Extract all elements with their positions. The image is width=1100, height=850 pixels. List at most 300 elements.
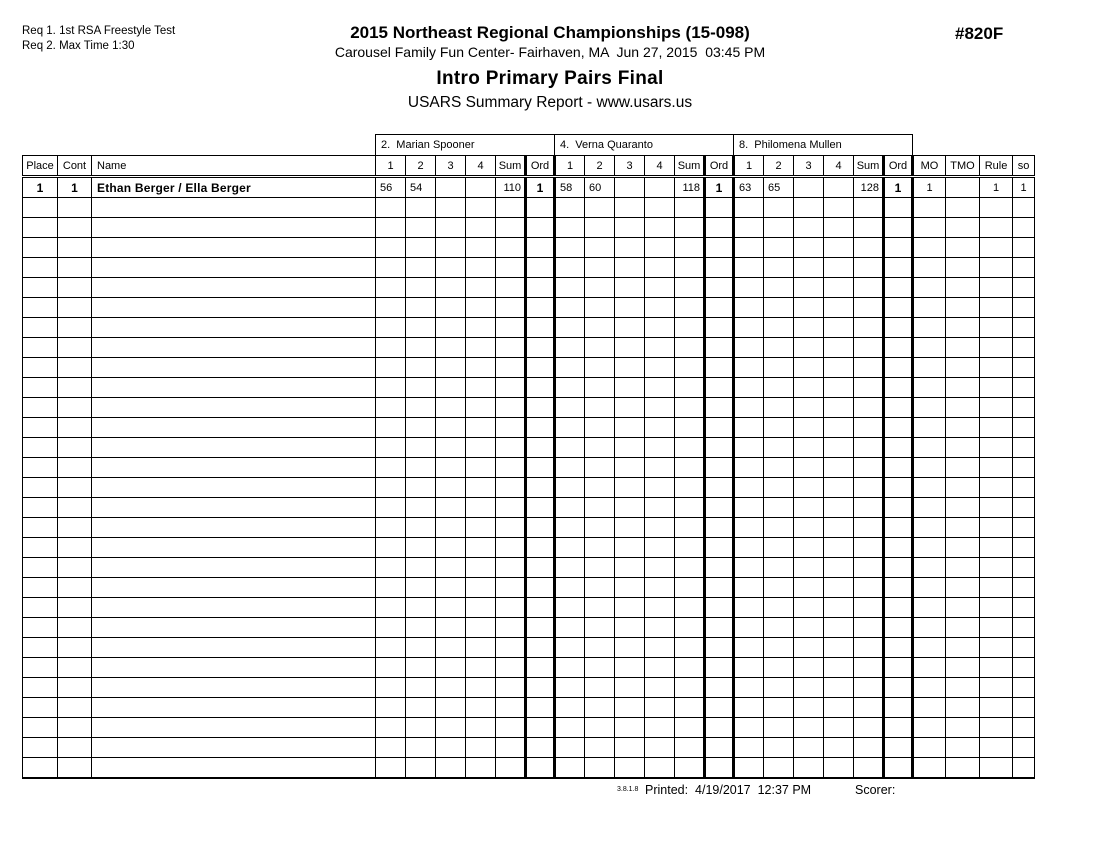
so-cell: 1 bbox=[1013, 177, 1035, 198]
empty-cell bbox=[645, 198, 675, 218]
empty-cell bbox=[884, 678, 913, 698]
empty-cell bbox=[734, 758, 764, 779]
empty-cell bbox=[913, 758, 946, 779]
empty-cell bbox=[946, 618, 980, 638]
empty-cell bbox=[526, 358, 555, 378]
empty-cell bbox=[496, 538, 526, 558]
empty-cell bbox=[23, 258, 58, 278]
empty-cell bbox=[1013, 418, 1035, 438]
empty-cell bbox=[585, 278, 615, 298]
empty-cell bbox=[946, 458, 980, 478]
empty-cell bbox=[980, 758, 1013, 779]
empty-cell bbox=[496, 218, 526, 238]
empty-cell bbox=[23, 478, 58, 498]
col-header-judge3-3: 3 bbox=[794, 156, 824, 177]
empty-cell bbox=[496, 418, 526, 438]
empty-cell bbox=[794, 418, 824, 438]
empty-cell bbox=[705, 218, 734, 238]
empty-cell bbox=[854, 238, 884, 258]
empty-cell bbox=[980, 218, 1013, 238]
empty-cell bbox=[436, 378, 466, 398]
empty-cell bbox=[496, 658, 526, 678]
empty-cell bbox=[854, 418, 884, 438]
empty-cell bbox=[675, 598, 705, 618]
empty-cell bbox=[526, 498, 555, 518]
empty-cell bbox=[23, 578, 58, 598]
empty-cell bbox=[645, 278, 675, 298]
empty-cell bbox=[824, 318, 854, 338]
empty-cell bbox=[764, 338, 794, 358]
empty-cell bbox=[526, 278, 555, 298]
empty-cell bbox=[406, 458, 436, 478]
empty-cell bbox=[764, 538, 794, 558]
empty-cell bbox=[92, 218, 376, 238]
empty-cell bbox=[615, 258, 645, 278]
empty-cell bbox=[526, 638, 555, 658]
empty-cell bbox=[496, 318, 526, 338]
printed-timestamp: Printed: 4/19/2017 12:37 PM bbox=[645, 783, 812, 797]
empty-cell bbox=[884, 398, 913, 418]
empty-cell bbox=[436, 538, 466, 558]
empty-cell bbox=[705, 318, 734, 338]
col-header-name: Name bbox=[92, 156, 376, 177]
empty-cell bbox=[854, 358, 884, 378]
empty-cell bbox=[980, 618, 1013, 638]
empty-cell bbox=[884, 478, 913, 498]
empty-cell bbox=[585, 718, 615, 738]
empty-cell bbox=[376, 318, 406, 338]
empty-cell bbox=[645, 758, 675, 779]
empty-cell bbox=[555, 618, 585, 638]
empty-cell bbox=[466, 278, 496, 298]
empty-cell bbox=[734, 478, 764, 498]
empty-cell bbox=[794, 258, 824, 278]
empty-cell bbox=[406, 498, 436, 518]
empty-cell bbox=[526, 258, 555, 278]
empty-cell bbox=[1013, 398, 1035, 418]
empty-cell bbox=[526, 198, 555, 218]
empty-cell bbox=[526, 678, 555, 698]
empty-cell bbox=[615, 378, 645, 398]
empty-cell bbox=[58, 338, 92, 358]
empty-cell bbox=[436, 638, 466, 658]
empty-cell bbox=[376, 698, 406, 718]
empty-cell bbox=[526, 658, 555, 678]
empty-cell bbox=[854, 258, 884, 278]
empty-cell bbox=[884, 218, 913, 238]
empty-cell bbox=[23, 318, 58, 338]
empty-cell bbox=[824, 498, 854, 518]
empty-cell bbox=[58, 738, 92, 758]
empty-cell bbox=[496, 258, 526, 278]
col-header-judge2-1: 1 bbox=[555, 156, 585, 177]
empty-cell bbox=[585, 438, 615, 458]
empty-cell bbox=[913, 338, 946, 358]
empty-cell bbox=[794, 738, 824, 758]
empty-cell bbox=[946, 278, 980, 298]
col-header-judge3-sum: Sum bbox=[854, 156, 884, 177]
empty-cell bbox=[764, 198, 794, 218]
empty-cell bbox=[406, 518, 436, 538]
empty-cell bbox=[1013, 278, 1035, 298]
empty-cell bbox=[615, 338, 645, 358]
empty-cell bbox=[92, 618, 376, 638]
empty-cell bbox=[92, 578, 376, 598]
empty-cell bbox=[764, 298, 794, 318]
empty-cell bbox=[555, 538, 585, 558]
col-header-judge3-2: 2 bbox=[764, 156, 794, 177]
empty-cell bbox=[884, 638, 913, 658]
empty-cell bbox=[645, 458, 675, 478]
empty-cell bbox=[824, 218, 854, 238]
empty-cell bbox=[58, 718, 92, 738]
empty-cell bbox=[496, 618, 526, 638]
empty-cell bbox=[645, 718, 675, 738]
empty-cell bbox=[764, 678, 794, 698]
empty-cell bbox=[764, 498, 794, 518]
empty-cell bbox=[376, 398, 406, 418]
empty-cell bbox=[23, 518, 58, 538]
empty-cell bbox=[913, 438, 946, 458]
empty-cell bbox=[526, 218, 555, 238]
empty-cell bbox=[92, 698, 376, 718]
empty-cell bbox=[734, 498, 764, 518]
empty-cell bbox=[376, 278, 406, 298]
empty-cell bbox=[824, 298, 854, 318]
empty-cell bbox=[645, 378, 675, 398]
empty-cell bbox=[526, 338, 555, 358]
empty-cell bbox=[615, 678, 645, 698]
empty-cell bbox=[794, 318, 824, 338]
empty-cell bbox=[913, 738, 946, 758]
empty-cell bbox=[376, 378, 406, 398]
empty-cell bbox=[645, 518, 675, 538]
score-cell bbox=[794, 177, 824, 198]
empty-cell bbox=[675, 378, 705, 398]
empty-cell bbox=[406, 578, 436, 598]
empty-cell bbox=[526, 438, 555, 458]
empty-cell bbox=[913, 498, 946, 518]
empty-cell bbox=[824, 438, 854, 458]
empty-cell bbox=[645, 218, 675, 238]
empty-cell bbox=[406, 258, 436, 278]
empty-cell bbox=[734, 558, 764, 578]
empty-cell bbox=[406, 718, 436, 738]
empty-cell bbox=[58, 498, 92, 518]
empty-cell bbox=[92, 638, 376, 658]
empty-cell bbox=[946, 598, 980, 618]
empty-cell bbox=[764, 438, 794, 458]
empty-cell bbox=[705, 338, 734, 358]
empty-cell bbox=[466, 738, 496, 758]
empty-cell bbox=[645, 398, 675, 418]
empty-cell bbox=[734, 598, 764, 618]
empty-cell bbox=[92, 678, 376, 698]
empty-cell bbox=[884, 318, 913, 338]
col-header-mo: MO bbox=[913, 156, 946, 177]
empty-cell bbox=[946, 558, 980, 578]
empty-cell bbox=[854, 438, 884, 458]
empty-cell bbox=[854, 538, 884, 558]
empty-cell bbox=[645, 238, 675, 258]
empty-cell bbox=[376, 478, 406, 498]
empty-cell bbox=[946, 758, 980, 779]
empty-cell bbox=[764, 698, 794, 718]
tmo-cell bbox=[946, 177, 980, 198]
empty-cell bbox=[913, 298, 946, 318]
empty-cell bbox=[58, 358, 92, 378]
score-cell: 60 bbox=[585, 177, 615, 198]
empty-cell bbox=[92, 338, 376, 358]
empty-cell bbox=[705, 378, 734, 398]
empty-cell bbox=[734, 698, 764, 718]
empty-cell bbox=[764, 478, 794, 498]
empty-cell bbox=[436, 338, 466, 358]
empty-cell bbox=[436, 438, 466, 458]
empty-cell bbox=[913, 418, 946, 438]
empty-cell bbox=[946, 518, 980, 538]
empty-cell bbox=[980, 738, 1013, 758]
empty-cell bbox=[376, 498, 406, 518]
empty-cell bbox=[675, 518, 705, 538]
empty-cell bbox=[58, 658, 92, 678]
empty-cell bbox=[406, 538, 436, 558]
empty-cell bbox=[92, 758, 376, 779]
empty-cell bbox=[585, 598, 615, 618]
judge-header: 4. Verna Quaranto bbox=[555, 135, 734, 156]
empty-cell bbox=[615, 358, 645, 378]
empty-cell bbox=[824, 678, 854, 698]
empty-cell bbox=[58, 278, 92, 298]
empty-cell bbox=[946, 438, 980, 458]
empty-cell bbox=[824, 278, 854, 298]
empty-cell bbox=[854, 198, 884, 218]
empty-cell bbox=[92, 478, 376, 498]
empty-cell bbox=[794, 518, 824, 538]
empty-cell bbox=[824, 578, 854, 598]
empty-cell bbox=[854, 638, 884, 658]
empty-cell bbox=[675, 438, 705, 458]
empty-cell bbox=[980, 258, 1013, 278]
empty-cell bbox=[615, 718, 645, 738]
empty-cell bbox=[705, 498, 734, 518]
empty-cell bbox=[705, 358, 734, 378]
empty-cell bbox=[526, 538, 555, 558]
empty-cell bbox=[675, 498, 705, 518]
empty-cell bbox=[824, 618, 854, 638]
empty-cell bbox=[794, 238, 824, 258]
empty-cell bbox=[884, 378, 913, 398]
empty-cell bbox=[615, 398, 645, 418]
empty-cell bbox=[376, 298, 406, 318]
empty-cell bbox=[980, 418, 1013, 438]
empty-cell bbox=[496, 478, 526, 498]
col-header-so: so bbox=[1013, 156, 1035, 177]
empty-cell bbox=[675, 578, 705, 598]
empty-cell bbox=[406, 338, 436, 358]
rule-cell: 1 bbox=[980, 177, 1013, 198]
col-header-place: Place bbox=[23, 156, 58, 177]
empty-cell bbox=[555, 458, 585, 478]
empty-cell bbox=[585, 558, 615, 578]
empty-cell bbox=[764, 518, 794, 538]
empty-cell bbox=[854, 658, 884, 678]
event-code: #820F bbox=[955, 24, 1004, 43]
empty-cell bbox=[58, 698, 92, 718]
empty-cell bbox=[884, 258, 913, 278]
empty-cell bbox=[645, 358, 675, 378]
empty-cell bbox=[23, 338, 58, 358]
empty-cell bbox=[526, 378, 555, 398]
empty-cell bbox=[585, 238, 615, 258]
empty-cell bbox=[980, 398, 1013, 418]
empty-cell bbox=[734, 378, 764, 398]
empty-cell bbox=[1013, 478, 1035, 498]
empty-cell bbox=[764, 218, 794, 238]
empty-cell bbox=[645, 538, 675, 558]
empty-cell bbox=[1013, 258, 1035, 278]
empty-cell bbox=[58, 558, 92, 578]
empty-cell bbox=[466, 718, 496, 738]
empty-cell bbox=[705, 538, 734, 558]
empty-cell bbox=[92, 298, 376, 318]
empty-cell bbox=[555, 738, 585, 758]
empty-cell bbox=[406, 658, 436, 678]
empty-cell bbox=[466, 238, 496, 258]
event-title: Intro Primary Pairs Final bbox=[436, 68, 664, 89]
col-header-judge1-3: 3 bbox=[436, 156, 466, 177]
empty-cell bbox=[555, 378, 585, 398]
empty-cell bbox=[824, 478, 854, 498]
place-cell: 1 bbox=[23, 177, 58, 198]
empty-cell bbox=[585, 478, 615, 498]
empty-cell bbox=[585, 538, 615, 558]
score-cell: 65 bbox=[764, 177, 794, 198]
empty-cell bbox=[734, 358, 764, 378]
empty-cell bbox=[913, 238, 946, 258]
empty-cell bbox=[884, 338, 913, 358]
sum-cell: 118 bbox=[675, 177, 705, 198]
empty-cell bbox=[794, 338, 824, 358]
empty-cell bbox=[376, 558, 406, 578]
empty-cell bbox=[406, 358, 436, 378]
empty-cell bbox=[23, 378, 58, 398]
empty-cell bbox=[58, 598, 92, 618]
empty-cell bbox=[675, 658, 705, 678]
empty-cell bbox=[946, 258, 980, 278]
empty-cell bbox=[526, 458, 555, 478]
empty-cell bbox=[884, 458, 913, 478]
empty-cell bbox=[555, 678, 585, 698]
empty-cell bbox=[645, 418, 675, 438]
col-header-judge1-1: 1 bbox=[376, 156, 406, 177]
empty-cell bbox=[705, 598, 734, 618]
empty-cell bbox=[406, 378, 436, 398]
empty-cell bbox=[705, 578, 734, 598]
score-cell bbox=[436, 177, 466, 198]
empty-cell bbox=[980, 638, 1013, 658]
empty-cell bbox=[526, 698, 555, 718]
empty-cell bbox=[946, 238, 980, 258]
empty-cell bbox=[23, 438, 58, 458]
empty-cell bbox=[58, 458, 92, 478]
empty-cell bbox=[913, 218, 946, 238]
empty-cell bbox=[884, 758, 913, 779]
empty-cell bbox=[585, 758, 615, 779]
empty-cell bbox=[946, 678, 980, 698]
empty-cell bbox=[496, 238, 526, 258]
empty-cell bbox=[854, 398, 884, 418]
empty-cell bbox=[436, 358, 466, 378]
sum-cell: 110 bbox=[496, 177, 526, 198]
empty-cell bbox=[526, 478, 555, 498]
empty-cell bbox=[466, 618, 496, 638]
empty-cell bbox=[764, 638, 794, 658]
empty-cell bbox=[496, 738, 526, 758]
empty-cell bbox=[466, 538, 496, 558]
empty-cell bbox=[854, 598, 884, 618]
empty-cell bbox=[764, 398, 794, 418]
empty-cell bbox=[58, 618, 92, 638]
empty-cell bbox=[23, 198, 58, 218]
empty-cell bbox=[675, 358, 705, 378]
empty-cell bbox=[58, 438, 92, 458]
empty-cell bbox=[615, 598, 645, 618]
empty-cell bbox=[824, 698, 854, 718]
empty-cell bbox=[436, 478, 466, 498]
empty-cell bbox=[436, 518, 466, 538]
empty-cell bbox=[585, 638, 615, 658]
empty-cell bbox=[376, 538, 406, 558]
empty-cell bbox=[496, 698, 526, 718]
empty-cell bbox=[406, 618, 436, 638]
col-header-judge2-4: 4 bbox=[645, 156, 675, 177]
empty-cell bbox=[496, 278, 526, 298]
empty-cell bbox=[585, 418, 615, 438]
empty-cell bbox=[705, 398, 734, 418]
empty-cell bbox=[980, 598, 1013, 618]
empty-cell bbox=[854, 298, 884, 318]
empty-cell bbox=[854, 318, 884, 338]
empty-cell bbox=[884, 618, 913, 638]
score-table-wrap bbox=[22, 134, 1035, 779]
empty-cell bbox=[794, 298, 824, 318]
empty-cell bbox=[466, 658, 496, 678]
empty-cell bbox=[58, 378, 92, 398]
scorer-label: Scorer: bbox=[855, 783, 896, 797]
empty-cell bbox=[23, 598, 58, 618]
empty-cell bbox=[466, 478, 496, 498]
empty-cell bbox=[794, 578, 824, 598]
empty-cell bbox=[526, 318, 555, 338]
empty-cell bbox=[466, 338, 496, 358]
software-version: 3.8.1.8 bbox=[617, 786, 639, 793]
empty-cell bbox=[615, 518, 645, 538]
empty-cell bbox=[555, 638, 585, 658]
empty-cell bbox=[436, 398, 466, 418]
empty-cell bbox=[913, 318, 946, 338]
empty-cell bbox=[946, 198, 980, 218]
empty-cell bbox=[645, 318, 675, 338]
empty-cell bbox=[946, 418, 980, 438]
empty-cell bbox=[645, 698, 675, 718]
empty-cell bbox=[794, 718, 824, 738]
empty-cell bbox=[466, 378, 496, 398]
empty-cell bbox=[58, 578, 92, 598]
col-header-judge2-ord: Ord bbox=[705, 156, 734, 177]
empty-cell bbox=[764, 658, 794, 678]
empty-cell bbox=[615, 278, 645, 298]
